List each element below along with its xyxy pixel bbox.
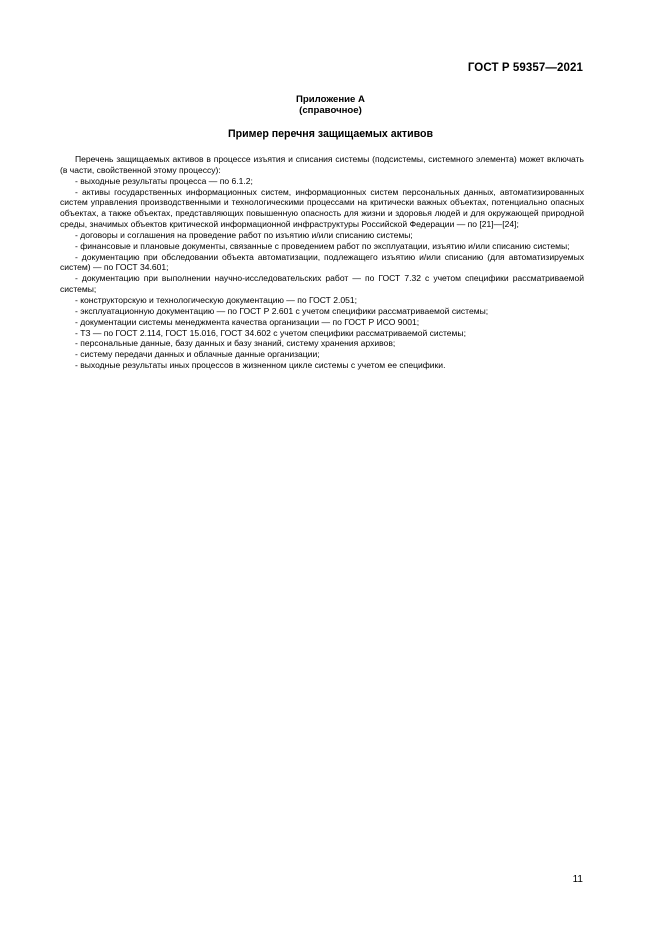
list-item: - конструкторскую и технологическую документацию — по ГОСТ 2.051; bbox=[75, 294, 358, 305]
list-item: - персональные данные, базу данных и базу знаний, систему хранения архивов; bbox=[75, 338, 396, 349]
section-title: Пример перечня защищаемых активов bbox=[228, 128, 433, 140]
list-item: - документацию при обследовании объекта автоматизации, подлежащего изъятию и/или списанию (для автоматизируемых систем) — по ГОСТ 34.601; bbox=[60, 251, 584, 273]
list-item: - документации системы менеджмента качества организации — по ГОСТ Р ИСО 9001; bbox=[75, 316, 420, 327]
list-item: - активы государственных информационных систем, информационных систем персональных данных, автоматизированных систем управления производственными и технологическими процессами на критически важных объектах, потенциально опасных объектах, а также объектах, представляющих повышенную опасность для жизни и здоровья людей и для окружающей природной среды, значимых объектов критической информационной инфраструктуры Российской Федерации — по [21]—[24]; bbox=[60, 186, 584, 230]
list-item: - выходные результаты процесса — по 6.1.2; bbox=[75, 175, 253, 186]
list-item: - систему передачи данных и облачные данные организации; bbox=[75, 349, 320, 360]
body-text bbox=[60, 154, 584, 371]
list-item: - финансовые и плановые документы, связанные с проведением работ по эксплуатации, изъятию и/или списанию системы; bbox=[75, 240, 570, 251]
annex-title: Приложение А bbox=[296, 94, 365, 105]
list-item: - выходные результаты иных процессов в жизненном цикле системы с учетом ее специфики. bbox=[75, 360, 446, 371]
page-number: 11 bbox=[572, 874, 583, 885]
list-item: - эксплуатационную документацию — по ГОСТ Р 2.601 с учетом специфики рассматриваемой системы; bbox=[75, 305, 489, 316]
list-item: - договоры и соглашения на проведение работ по изъятию и/или списанию системы; bbox=[75, 229, 413, 240]
intro-paragraph: Перечень защищаемых активов в процессе изъятия и списания системы (подсистемы, системного элемента) может включать (в части, свойственной этому процессу): bbox=[60, 154, 584, 175]
document-code: ГОСТ Р 59357—2021 bbox=[467, 62, 583, 74]
list-item: - документацию при выполнении научно-исследовательских работ — по ГОСТ 7.32 с учетом специфики рассматриваемой системы; bbox=[60, 273, 584, 295]
annex-subtitle: (справочное) bbox=[299, 105, 362, 116]
list-item: - ТЗ — по ГОСТ 2.114, ГОСТ 15.016, ГОСТ 34.602 с учетом специфики рассматриваемой системы; bbox=[75, 327, 466, 338]
